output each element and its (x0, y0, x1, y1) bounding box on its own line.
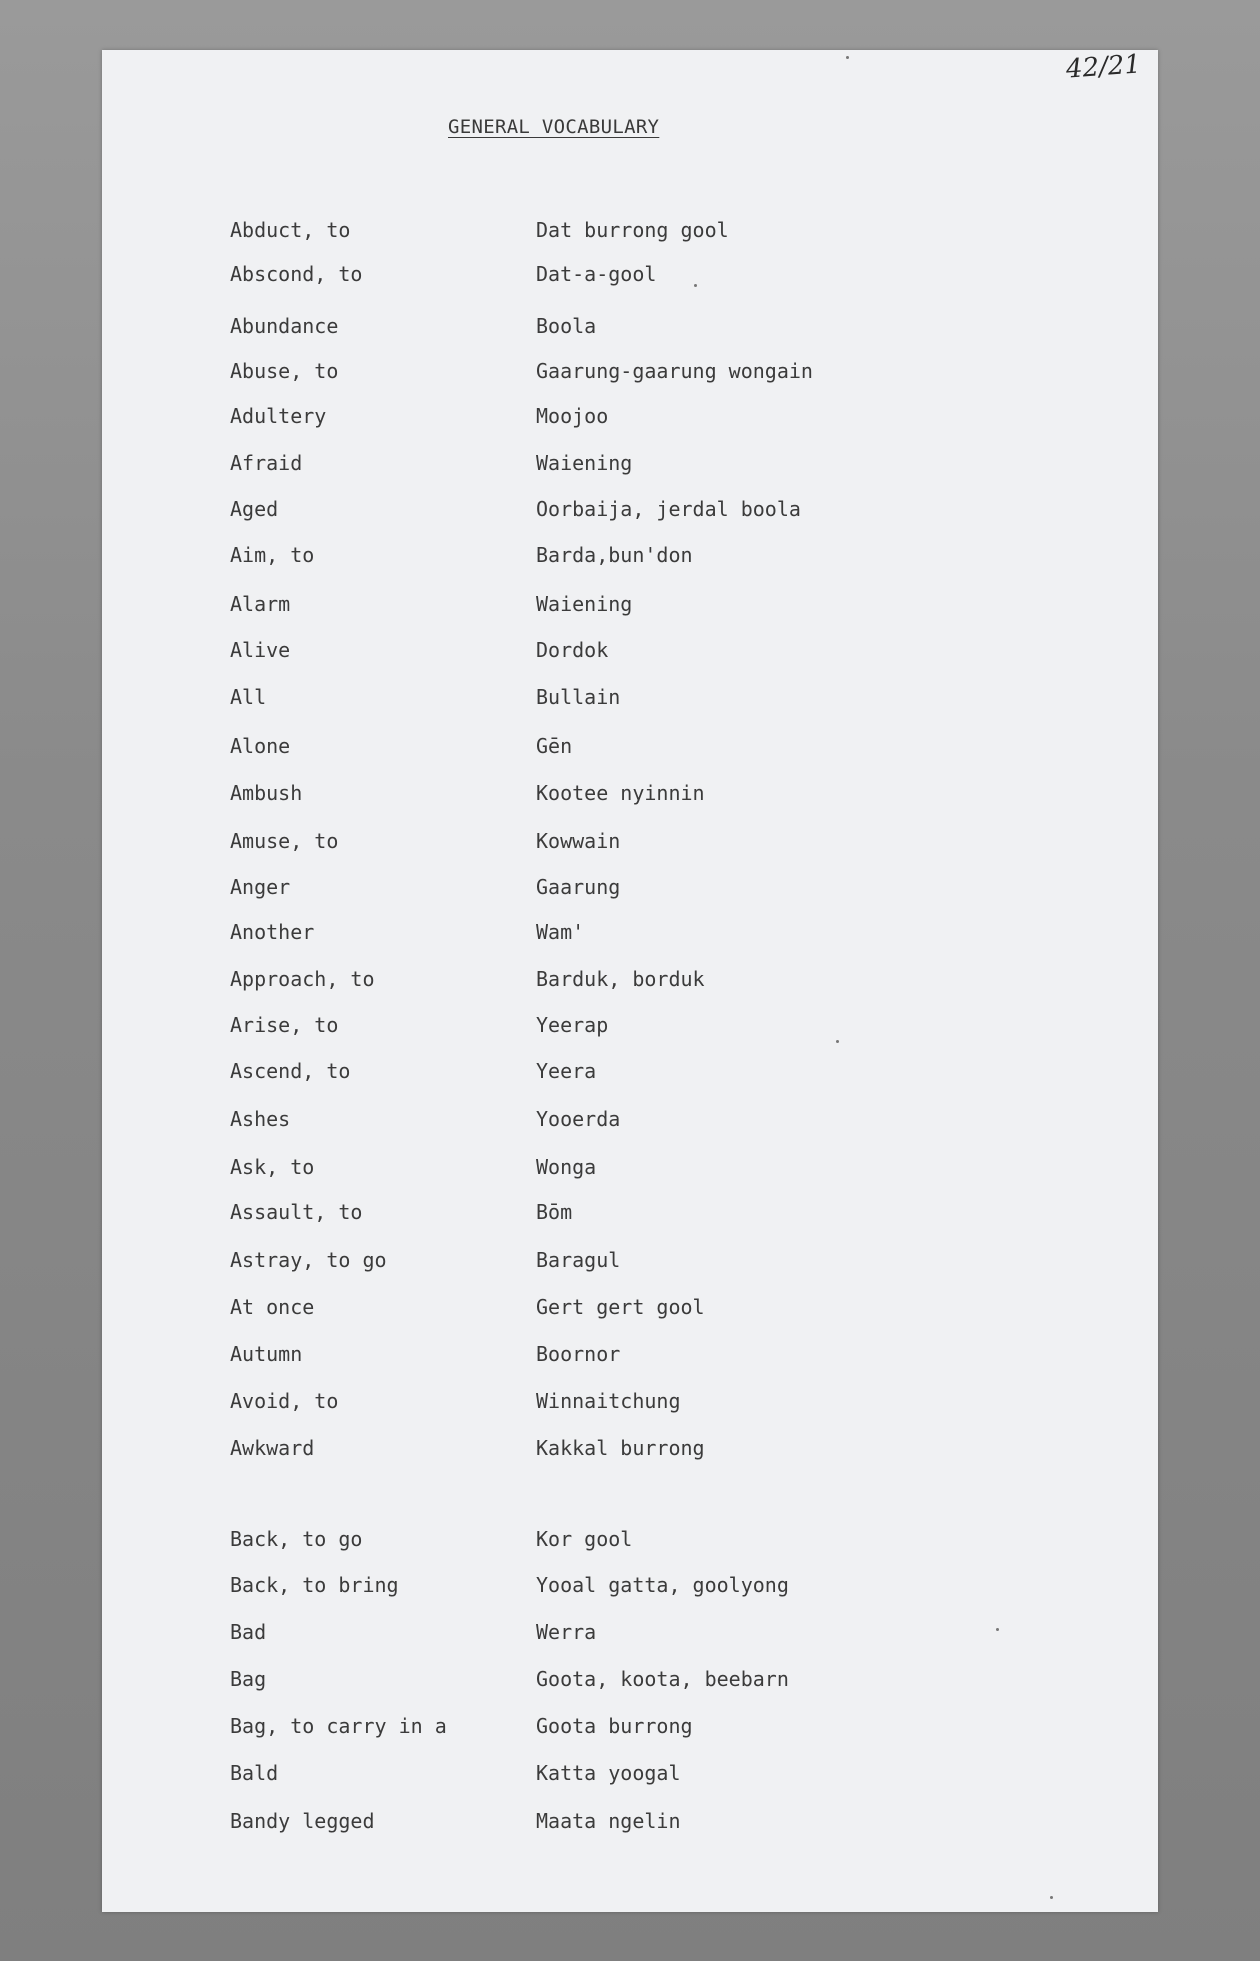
vocab-entry (230, 1389, 1130, 1419)
vocab-gloss: Dat-a-gool (536, 262, 657, 286)
vocab-term: Ask, to (230, 1155, 315, 1179)
vocab-entry (230, 218, 1130, 248)
vocab-gloss: Yeerap (536, 1013, 609, 1037)
vocab-gloss: Winnaitchung (536, 1389, 681, 1413)
vocab-term: Anger (230, 875, 291, 899)
vocab-term: At once (230, 1295, 315, 1319)
vocab-gloss: Gaarung-gaarung wongain (536, 359, 813, 383)
vocab-term: Alone (230, 734, 291, 758)
vocab-entry (230, 1667, 1130, 1697)
vocab-entry (230, 967, 1130, 997)
vocab-entry (230, 1436, 1130, 1466)
vocab-gloss: Yooal gatta, goolyong (536, 1573, 789, 1597)
vocab-gloss: Yeera (536, 1059, 597, 1083)
vocab-entry (230, 451, 1130, 481)
dust-speck (1050, 1896, 1053, 1899)
vocab-gloss: Boornor (536, 1342, 621, 1366)
vocab-entry (230, 404, 1130, 434)
page-number: 42/21 (1065, 49, 1142, 85)
vocab-entry (230, 734, 1130, 764)
vocab-gloss: Barduk, borduk (536, 967, 705, 991)
vocab-term: Approach, to (230, 967, 375, 991)
vocab-entry (230, 1342, 1130, 1372)
vocab-entry (230, 875, 1130, 905)
vocab-gloss: Kakkal burrong (536, 1436, 705, 1460)
vocab-term: Ambush (230, 781, 303, 805)
vocab-entry (230, 1809, 1130, 1839)
vocab-entry (230, 1059, 1130, 1089)
vocab-entry (230, 1295, 1130, 1325)
vocab-entry (230, 638, 1130, 668)
vocab-entry (230, 920, 1130, 950)
vocab-entry (230, 1200, 1130, 1230)
vocab-gloss: Baragul (536, 1248, 621, 1272)
vocab-term: All (230, 685, 267, 709)
vocab-term: Alarm (230, 592, 291, 616)
vocab-term: Another (230, 920, 315, 944)
vocab-entry (230, 1761, 1130, 1791)
vocab-entry (230, 1248, 1130, 1278)
vocab-gloss: Yooerda (536, 1107, 621, 1131)
vocab-term: Astray, to go (230, 1248, 387, 1272)
vocab-entry (230, 829, 1130, 859)
vocab-entry (230, 1013, 1130, 1043)
vocab-term: Bag (230, 1667, 267, 1691)
vocab-term: Bad (230, 1620, 267, 1644)
vocab-term: Bald (230, 1761, 279, 1785)
vocab-gloss: Moojoo (536, 404, 609, 428)
vocab-entry (230, 592, 1130, 622)
vocab-term: Abduct, to (230, 218, 351, 242)
vocab-term: Ascend, to (230, 1059, 351, 1083)
vocab-gloss: Gert gert gool (536, 1295, 705, 1319)
vocab-term: Abundance (230, 314, 339, 338)
vocab-term: Back, to bring (230, 1573, 399, 1597)
vocab-entry (230, 1155, 1130, 1185)
vocab-term: Arise, to (230, 1013, 339, 1037)
vocab-gloss: Katta yoogal (536, 1761, 681, 1785)
vocab-entry (230, 1573, 1130, 1603)
vocab-gloss: Waiening (536, 451, 633, 475)
vocab-term: Aged (230, 497, 279, 521)
vocab-term: Ashes (230, 1107, 291, 1131)
vocab-term: Amuse, to (230, 829, 339, 853)
vocab-entry (230, 781, 1130, 811)
vocab-term: Aim, to (230, 543, 315, 567)
vocab-gloss: Goota, koota, beebarn (536, 1667, 789, 1691)
vocab-entry (230, 497, 1130, 527)
vocab-gloss: Gaarung (536, 875, 621, 899)
vocab-gloss: Boola (536, 314, 597, 338)
vocab-gloss: Bullain (536, 685, 621, 709)
vocab-term: Abscond, to (230, 262, 363, 286)
vocab-entry (230, 359, 1130, 389)
vocab-gloss: Barda,bun'don (536, 543, 693, 567)
vocab-entry (230, 1107, 1130, 1137)
vocab-entry (230, 1714, 1130, 1744)
vocab-term: Assault, to (230, 1200, 363, 1224)
page-title: GENERAL VOCABULARY (448, 116, 660, 138)
vocab-entry (230, 543, 1130, 573)
vocab-term: Alive (230, 638, 291, 662)
vocab-entry (230, 314, 1130, 344)
vocab-gloss: Kootee nyinnin (536, 781, 705, 805)
vocab-term: Autumn (230, 1342, 303, 1366)
vocab-term: Awkward (230, 1436, 315, 1460)
vocab-gloss: Maata ngelin (536, 1809, 681, 1833)
vocab-gloss: Oorbaija, jerdal boola (536, 497, 801, 521)
vocab-term: Back, to go (230, 1527, 363, 1551)
vocab-entry (230, 262, 1130, 292)
vocab-gloss: Kor gool (536, 1527, 633, 1551)
vocab-gloss: Bōm (536, 1200, 573, 1224)
vocab-gloss: Kowwain (536, 829, 621, 853)
vocab-gloss: Waiening (536, 592, 633, 616)
vocab-term: Bag, to carry in a (230, 1714, 447, 1738)
dust-speck (996, 1628, 999, 1631)
vocab-gloss: Wonga (536, 1155, 597, 1179)
vocab-term: Avoid, to (230, 1389, 339, 1413)
vocab-term: Abuse, to (230, 359, 339, 383)
vocab-gloss: Goota burrong (536, 1714, 693, 1738)
dust-speck (694, 284, 697, 287)
vocab-entry (230, 685, 1130, 715)
vocab-gloss: Werra (536, 1620, 597, 1644)
dust-speck (836, 1040, 839, 1043)
vocab-term: Adultery (230, 404, 327, 428)
vocab-term: Bandy legged (230, 1809, 375, 1833)
vocab-gloss: Gēn (536, 734, 573, 758)
vocab-gloss: Wam' (536, 920, 585, 944)
vocab-term: Afraid (230, 451, 303, 475)
dust-speck (846, 56, 849, 59)
vocab-entry (230, 1527, 1130, 1557)
vocab-gloss: Dat burrong gool (536, 218, 729, 242)
vocab-entry (230, 1620, 1130, 1650)
vocab-gloss: Dordok (536, 638, 609, 662)
